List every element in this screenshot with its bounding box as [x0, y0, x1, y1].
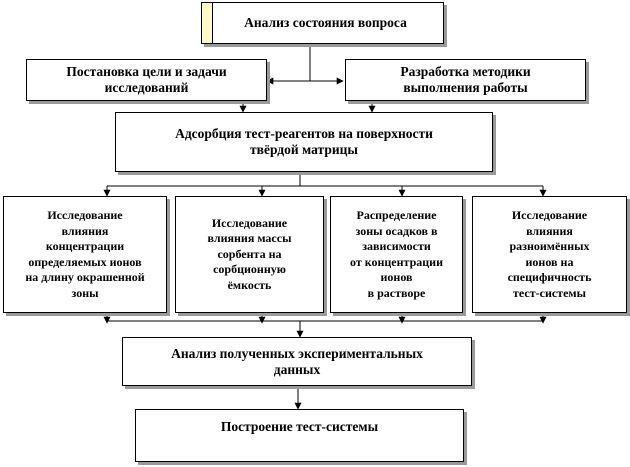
box-col1-label: Исследование влияния концентрации определяемых ионов на длину окрашенной зоны: [25, 208, 145, 300]
box-col4: [472, 196, 627, 313]
box-top: [201, 2, 444, 44]
box-col3-label: Распределение зоны осадков в зависимости от концентрации ионов в растворе: [349, 208, 444, 300]
box-final-label: Построение тест-системы: [220, 419, 379, 434]
box-final: [135, 409, 464, 462]
box-top-stripe: [202, 3, 213, 43]
box-middle: [115, 112, 493, 172]
box-col4-label: Исследование влияния разноимённых ионов на специфичность тест-системы: [507, 208, 592, 300]
box-middle-label: Адсорбция тест-реагентов на поверхности твёрдой матрицы: [175, 126, 433, 157]
box-col2: [175, 196, 324, 313]
box-left: [26, 59, 267, 101]
box-analysis: [122, 337, 472, 386]
box-col1: [3, 196, 167, 313]
box-top-label: Анализ состояния вопроса: [244, 15, 407, 30]
box-analysis-label: Анализ полученных экспериментальных данных: [171, 345, 423, 377]
box-col2-label: Исследование влияния массы сорбента на сорбционную ёмкость: [207, 215, 292, 292]
box-right: [345, 59, 586, 101]
box-left-label: Постановка цели и задачи исследований: [66, 64, 227, 95]
box-col3: [330, 196, 463, 313]
box-right-label: Разработка методики выполнения работы: [400, 64, 531, 95]
